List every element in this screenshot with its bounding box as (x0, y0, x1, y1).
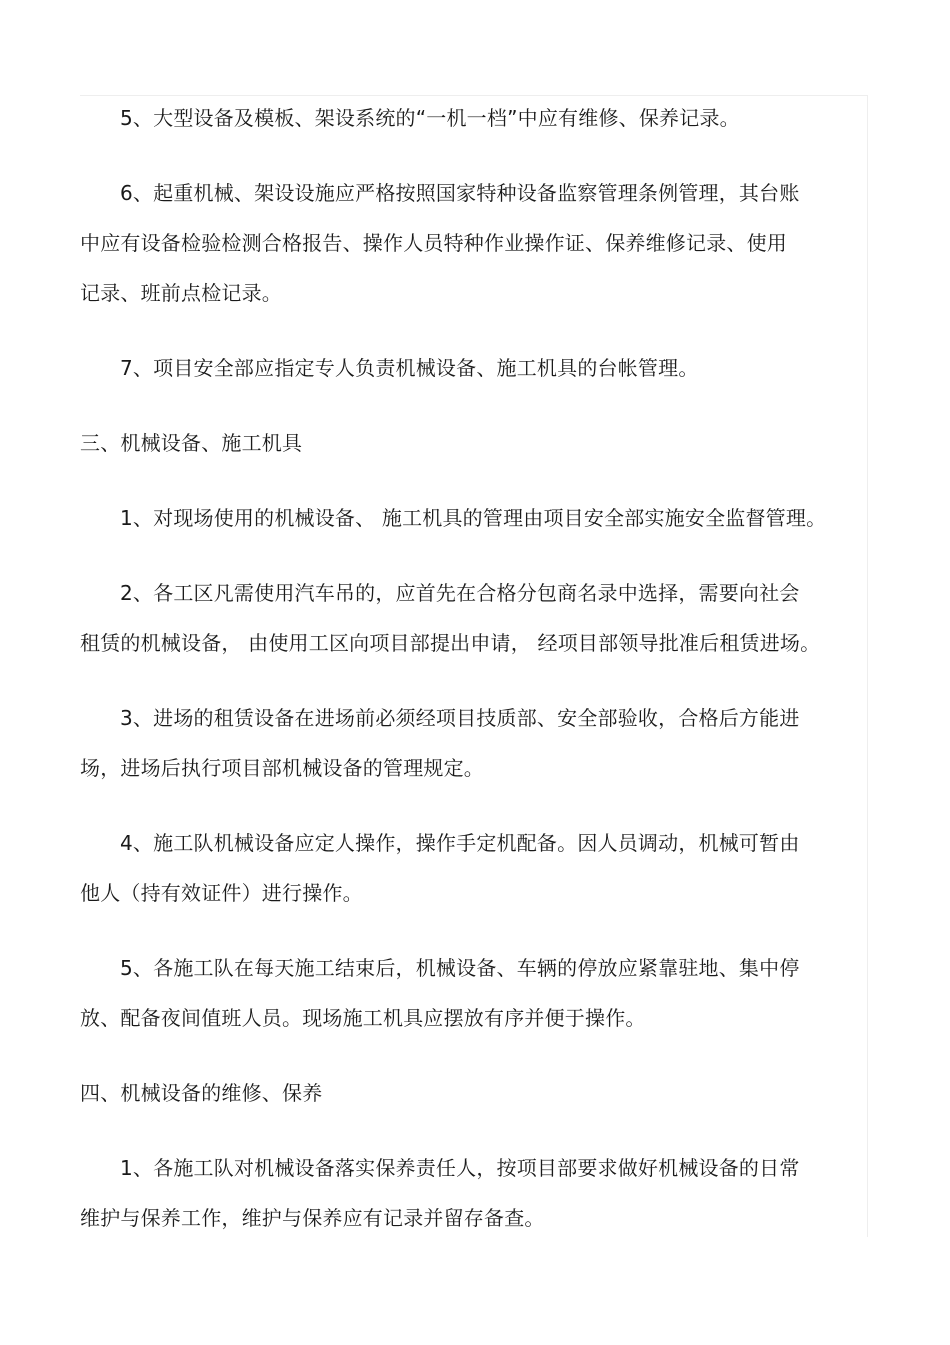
paragraph-line: 放、配备夜间值班人员。现场施工机具应摆放有序并便于操作。 (80, 1006, 646, 1030)
paragraph-line: 5、各施工队在每天施工结束后，机械设备、车辆的停放应紧靠驻地、集中停 (120, 956, 800, 980)
paragraph-line: 中应有设备检验检测合格报告、操作人员特种作业操作证、保养维修记录、使用 (80, 231, 787, 255)
paragraph-line: 他人（持有效证件）进行操作。 (80, 881, 363, 905)
paragraph-line: 7、项目安全部应指定专人负责机械设备、施工机具的台帐管理。 (120, 356, 699, 380)
paragraph-line: 2、各工区凡需使用汽车吊的，应首先在合格分包商名录中选择，需要向社会 (120, 581, 800, 605)
paragraph-line: 4、施工队机械设备应定人操作，操作手定机配备。因人员调动，机械可暂由 (120, 831, 800, 855)
paragraph-line: 维护与保养工作，维护与保养应有记录并留存备查。 (80, 1206, 545, 1230)
paragraph-line: 6、起重机械、架设设施应严格按照国家特种设备监察管理条例管理，其台账 (120, 181, 800, 205)
paragraph-line: 1、对现场使用的机械设备、 施工机具的管理由项目安全部实施安全监督管理。 (120, 506, 827, 530)
paragraph-line: 3、进场的租赁设备在进场前必须经项目技质部、安全部验收，合格后方能进 (120, 706, 800, 730)
paragraph-line: 记录、班前点检记录。 (80, 281, 282, 305)
page-frame (80, 95, 868, 1237)
paragraph-line: 1、各施工队对机械设备落实保养责任人，按项目部要求做好机械设备的日常 (120, 1156, 800, 1180)
section-heading: 三、机械设备、施工机具 (80, 431, 303, 455)
section-heading: 四、机械设备的维修、保养 (80, 1081, 323, 1105)
paragraph-line: 租赁的机械设备， 由使用工区向项目部提出申请， 经项目部领导批准后租赁进场。 (80, 631, 821, 655)
paragraph-line: 5、大型设备及模板、架设系统的“一机一档”中应有维修、保养记录。 (120, 106, 740, 130)
paragraph-line: 场，进场后执行项目部机械设备的管理规定。 (80, 756, 484, 780)
